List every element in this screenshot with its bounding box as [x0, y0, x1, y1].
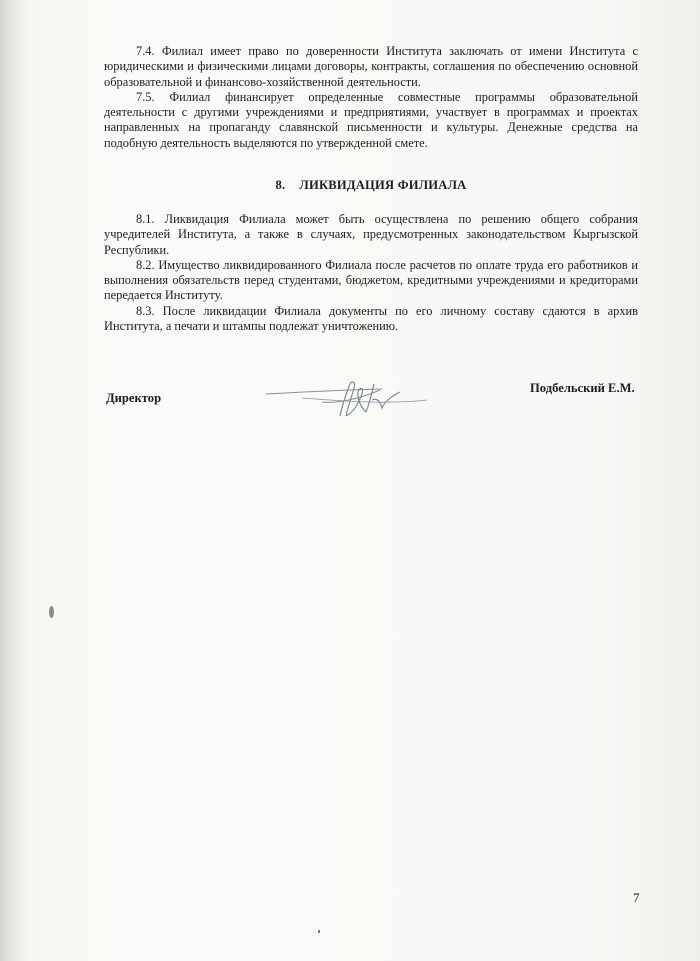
page-edge-shadow [0, 0, 22, 961]
section-title: ЛИКВИДАЦИЯ ФИЛИАЛА [299, 178, 467, 192]
page-number: 7 [633, 890, 640, 905]
section-number: 8. [275, 178, 286, 192]
signatory-role: Директор [106, 391, 162, 405]
paragraph-8-2: 8.2. Имущество ликвидированного Филиала после расчетов по оплате труда его работников и выполнения обязательств перед студентами, бюджетом, кредитными учреждениями и кредиторами передается Институту. [104, 257, 638, 303]
print-speck [318, 930, 320, 933]
paragraph-8-1: 8.1. Ликвидация Филиала может быть осуществлена по решению общего собрания учредителей Института, а также в случаях, предусмотренных законодательством Кыргызской Республики. [104, 212, 638, 257]
paragraph-7-4: 7.4. Филиал имеет право по доверенности Института заключать от имени Института с юридическими и физическими лицами договоры, контракты, соглашения по обеспечению основной образовательной и финансово-хозяйственной деятельности. [104, 44, 638, 89]
paragraph-group-section-7 [104, 44, 638, 151]
section-heading [104, 178, 638, 193]
paragraph-7-5: 7.5. Филиал финансирует определенные совместные программы образовательной деятельности с другими учреждениями и предприятиями, участвует в программах и проектах направленных на пропаганду славянской письменности и культуры. Денежные средства на подобную деятельность выделяются по утвержденной смете. [104, 89, 638, 150]
paragraph-8-3: 8.3. После ликвидации Филиала документы по его личному составу сдаются в архив Института, а печати и штампы подлежат уничтожению. [104, 303, 638, 334]
paragraph-group-section-8 [104, 212, 638, 334]
punch-hole-mark [49, 606, 54, 618]
handwritten-signature [262, 372, 432, 432]
signatory-name: Подбельский Е.М. [530, 381, 635, 395]
